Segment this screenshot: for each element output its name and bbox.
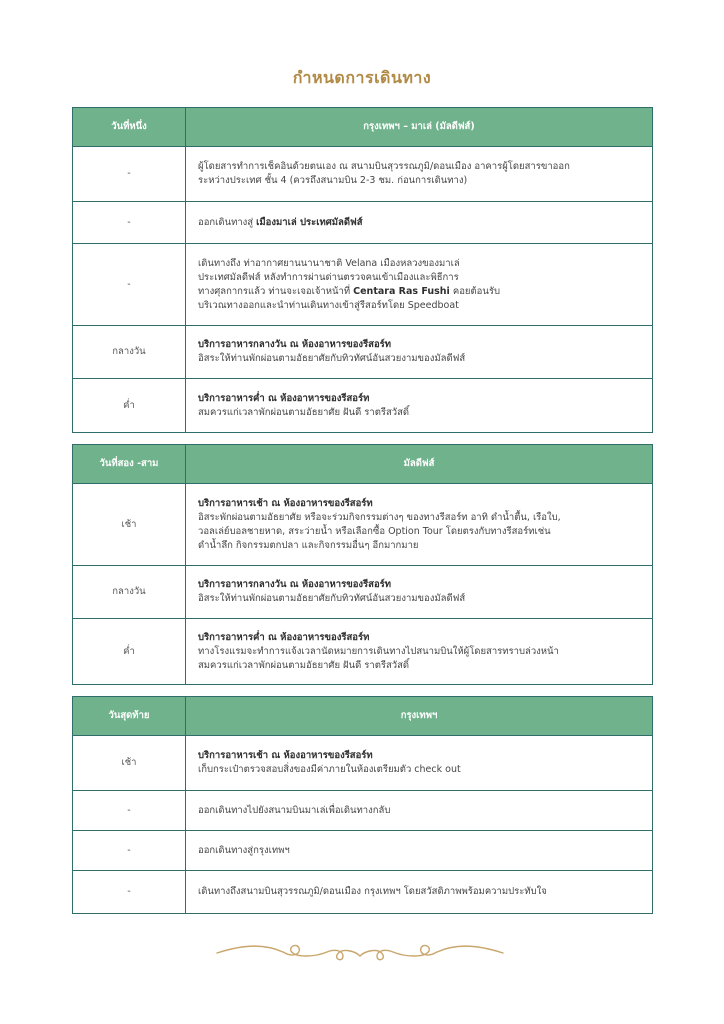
row-desc [186,147,653,202]
table-row [73,379,653,433]
row-desc [186,326,653,379]
row-time: - [73,831,186,871]
day3-header-route: กรุงเทพฯ [186,697,653,736]
desc-line: สมควรแก่เวลาพักผ่อนตามอัธยาศัย ฝันดี ราตรีสวัสดิ์ [198,659,410,671]
desc-line: เดินทางถึง ท่าอากาศยานนานาชาติ Velana เมืองหลวงของมาเล่ [198,257,460,269]
row-desc [186,619,653,685]
row-time: - [73,202,186,244]
desc-bold: บริการอาหารกลางวัน ณ ห้องอาหารของรีสอร์ท [198,579,392,590]
table-row [73,147,653,202]
row-time: - [73,244,186,326]
desc-bold: บริการอาหารเช้า ณ ห้องอาหารของรีสอร์ท [198,497,373,509]
row-desc [186,566,653,619]
table-row [73,202,653,244]
desc-bold: เมืองมาเล่ ประเทศมัลดีฟส์ [256,216,363,228]
row-time: - [73,871,186,914]
desc-bold: บริการอาหารค่ำ ณ ห้องอาหารของรีสอร์ท [198,631,370,643]
row-desc [186,736,653,791]
desc-line: ประเทศมัลดีฟส์ หลังทำการผ่านด่านตรวจคนเข้าเมืองและพิธีการ [198,271,459,283]
desc-line: วอลเล่ย์บอลชายหาด, สระว่ายน้ำ หรือเลือกซื้อ Option Tour โดยตรงกับทางรีสอร์ทเช่น [198,525,551,537]
day1-header-day: วันที่หนึ่ง [73,108,186,147]
row-time: กลางวัน [73,566,186,619]
decorative-flourish-icon [215,938,505,966]
table-row [73,244,653,326]
desc-line: บริเวณทางออกและนำท่านเดินทางเข้าสู่รีสอร์ทโดย Speedboat [198,299,459,311]
desc-bold: บริการอาหารค่ำ ณ ห้องอาหารของรีสอร์ท [198,392,370,404]
desc-text: คอยต้อนรับ [449,285,500,297]
table-row [73,484,653,566]
desc-line: สมควรแก่เวลาพักผ่อนตามอัธยาศัย ฝันดี ราตรีสวัสดิ์ [198,406,410,418]
desc-text: ออกเดินทางสู่ [198,216,257,228]
table-row [73,736,653,791]
desc-line: อิสระให้ท่านพักผ่อนตามอัธยาศัยกับทิวทัศน์อันสวยงามของมัลดีฟส์ [198,593,466,604]
desc-bold: บริการอาหารเช้า ณ ห้องอาหารของรีสอร์ท [198,750,373,761]
desc-line: ผู้โดยสารทำการเช็คอินด้วยตนเอง ณ สนามบินสุวรรณภูมิ/ดอนเมือง อาคารผู้โดยสารขาออก [198,161,570,172]
day1-table [72,107,653,433]
day3-header-day: วันสุดท้าย [73,697,186,736]
day1-header-row [73,108,653,147]
day2-header-day: วันที่สอง -สาม [73,445,186,484]
day2-header-row [73,445,653,484]
desc-line: ระหว่างประเทศ ชั้น 4 (ควรถึงสนามบิน 2-3 ชม. ก่อนการเดินทาง) [198,175,468,186]
day3-table [72,696,653,914]
row-desc [186,484,653,566]
resort-name: Centara Ras Fushi [353,285,450,297]
row-time: ค่ำ [73,619,186,685]
table-row [73,871,653,914]
row-desc [186,244,653,326]
table-row [73,791,653,831]
desc-line: ดำน้ำลึก กิจกรรมตกปลา และกิจกรรมอื่นๆ อีกมากมาย [198,539,419,551]
day1-header-route: กรุงเทพฯ – มาเล่ (มัลดีฟส์) [186,108,653,147]
desc-line: อิสระพักผ่อนตามอัธยาศัย หรือจะร่วมกิจกรรมต่างๆ ของทางรีสอร์ท อาทิ ดำน้ำตื้น, เรือใบ, [198,511,561,523]
desc-bold: บริการอาหารกลางวัน ณ ห้องอาหารของรีสอร์ท [198,339,392,350]
row-time: เช้า [73,484,186,566]
row-time: เช้า [73,736,186,791]
table-row [73,619,653,685]
table-row [73,326,653,379]
row-desc [186,202,653,244]
day2-table [72,444,653,685]
desc-text: ทางศุลกากรแล้ว ท่านจะเจอเจ้าหน้าที่ [198,285,354,297]
row-desc [186,379,653,433]
row-desc: ออกเดินทางสู่กรุงเทพฯ [186,831,653,871]
table-row [73,831,653,871]
row-desc: ออกเดินทางไปยังสนามบินมาเล่เพื่อเดินทางกลับ [186,791,653,831]
page-title: กำหนดการเดินทาง [292,68,432,87]
desc-line: เก็บกระเป๋าตรวจสอบสิ่งของมีค่าภายในห้องเตรียมตัว check out [198,764,461,775]
day2-header-route: มัลดีฟส์ [186,445,653,484]
desc-line [198,285,640,299]
table-row [73,566,653,619]
row-time: - [73,147,186,202]
desc-line: ทางโรงแรมจะทำการแจ้งเวลานัดหมายการเดินทางไปสนามบินให้ผู้โดยสารทราบล่วงหน้า [198,645,559,657]
row-time: กลางวัน [73,326,186,379]
day3-header-row [73,697,653,736]
row-desc: เดินทางถึงสนามบินสุวรรณภูมิ/ดอนเมือง กรุงเทพฯ โดยสวัสดิภาพพร้อมความประทับใจ [186,871,653,914]
row-time: ค่ำ [73,379,186,433]
row-time: - [73,791,186,831]
desc-line: อิสระให้ท่านพักผ่อนตามอัธยาศัยกับทิวทัศน์อันสวยงามของมัลดีฟส์ [198,353,466,364]
